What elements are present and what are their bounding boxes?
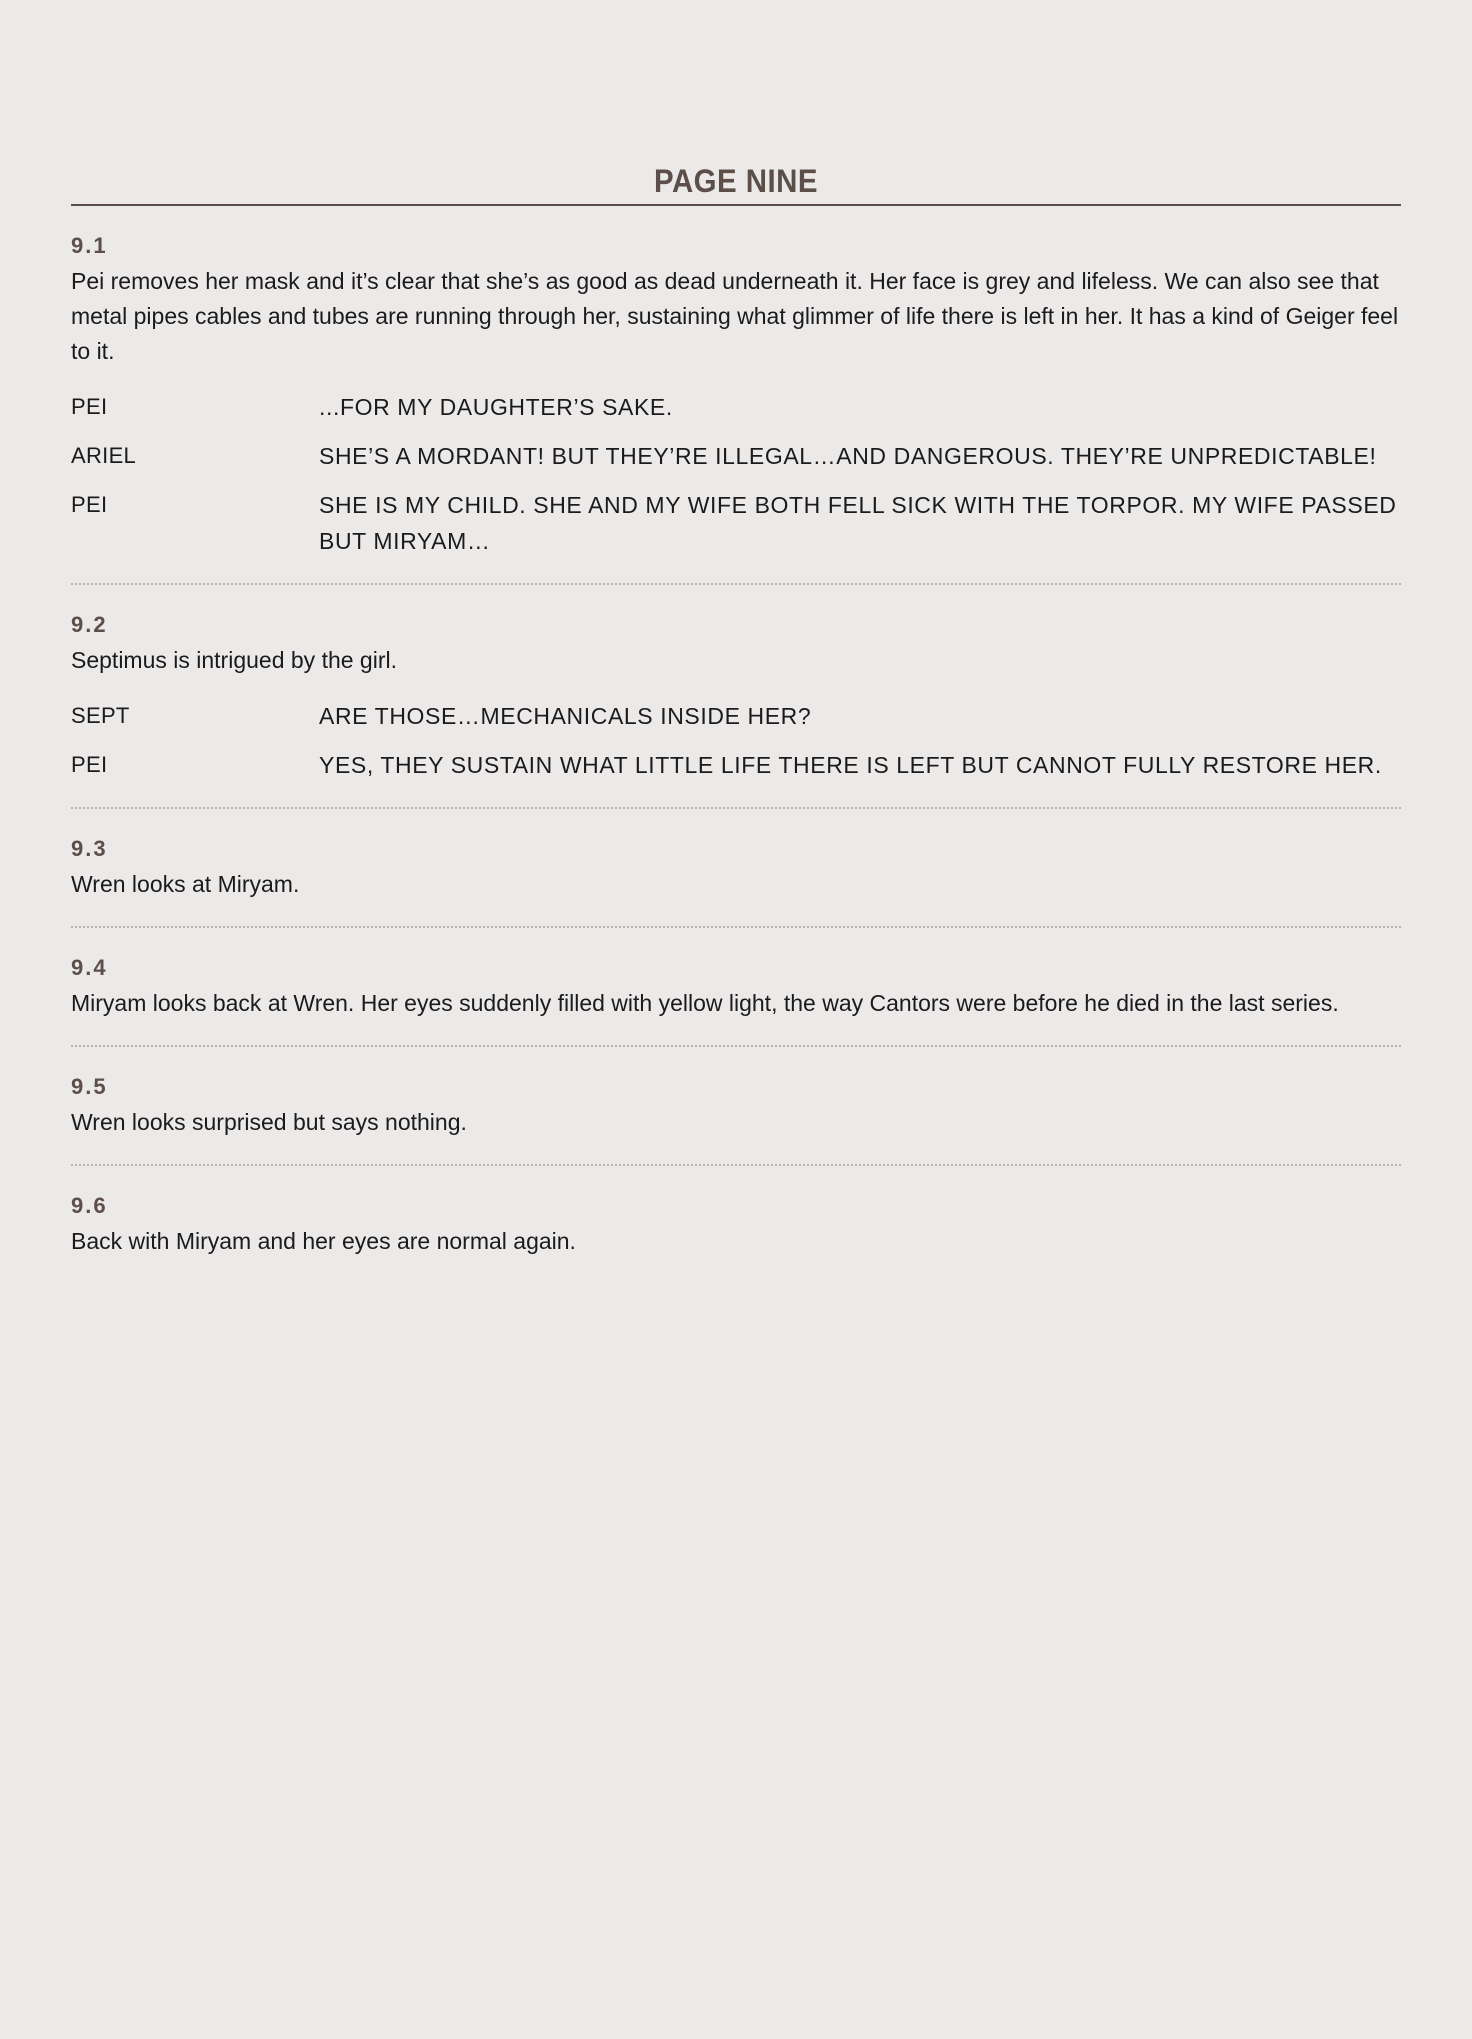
dialogue-block bbox=[71, 698, 1401, 783]
speech-text: YES, THEY SUSTAIN WHAT LITTLE LIFE THERE IS LEFT BUT CANNOT FULLY RESTORE HER. bbox=[319, 752, 1382, 778]
panel-number: 9.4 bbox=[71, 955, 108, 980]
speech-text: SHE’S A MORDANT! BUT THEY’RE ILLEGAL…AND DANGEROUS. THEY’RE UNPREDICTABLE! bbox=[319, 443, 1377, 469]
speaker-name: PEI bbox=[71, 394, 108, 419]
dialogue-line bbox=[71, 747, 1401, 783]
page-header bbox=[71, 160, 1401, 206]
panel-description: Miryam looks back at Wren. Her eyes suddenly filled with yellow light, the way Cantors were before he died in the last series. bbox=[71, 990, 1339, 1016]
panel-description: Wren looks surprised but says nothing. bbox=[71, 1109, 467, 1135]
speech-text: ...FOR MY DAUGHTER’S SAKE. bbox=[319, 394, 673, 420]
speaker-name: ARIEL bbox=[71, 443, 137, 468]
panel-9-2 bbox=[71, 585, 1401, 809]
speech-text: ARE THOSE…MECHANICALS INSIDE HER? bbox=[319, 703, 812, 729]
panel-description: Septimus is intrigued by the girl. bbox=[71, 647, 397, 673]
panel-number: 9.2 bbox=[71, 612, 108, 637]
panel-9-3 bbox=[71, 809, 1401, 928]
panel-number: 9.3 bbox=[71, 836, 108, 861]
panel-number: 9.6 bbox=[71, 1193, 108, 1218]
page-title: PAGE NINE bbox=[654, 163, 818, 199]
speaker-name: SEPT bbox=[71, 703, 130, 728]
panel-9-5 bbox=[71, 1047, 1401, 1166]
panel-number: 9.5 bbox=[71, 1074, 108, 1099]
dialogue-line bbox=[71, 698, 1401, 734]
panel-description: Wren looks at Miryam. bbox=[71, 871, 300, 897]
dialogue-line bbox=[71, 389, 1401, 425]
dialogue-line bbox=[71, 438, 1401, 474]
panel-description: Back with Miryam and her eyes are normal again. bbox=[71, 1228, 576, 1254]
panel-9-1 bbox=[71, 206, 1401, 585]
panel-number: 9.1 bbox=[71, 233, 108, 258]
panel-description: Pei removes her mask and it’s clear that she’s as good as dead underneath it. Her face is grey and lifeless. We can also see that metal pipes cables and tubes are running through her, sustaining what glimmer of life there is left in her. It has a kind of Geiger feel to it. bbox=[71, 268, 1399, 364]
dialogue-line bbox=[71, 487, 1401, 559]
speech-text: SHE IS MY CHILD. SHE AND MY WIFE BOTH FELL SICK WITH THE TORPOR. MY WIFE PASSED BUT MIRYAM… bbox=[319, 492, 1397, 554]
speaker-name: PEI bbox=[71, 752, 108, 777]
script-page bbox=[71, 160, 1401, 1283]
speaker-name: PEI bbox=[71, 492, 108, 517]
panel-9-4 bbox=[71, 928, 1401, 1047]
dialogue-block bbox=[71, 389, 1401, 559]
panel-9-6 bbox=[71, 1166, 1401, 1283]
